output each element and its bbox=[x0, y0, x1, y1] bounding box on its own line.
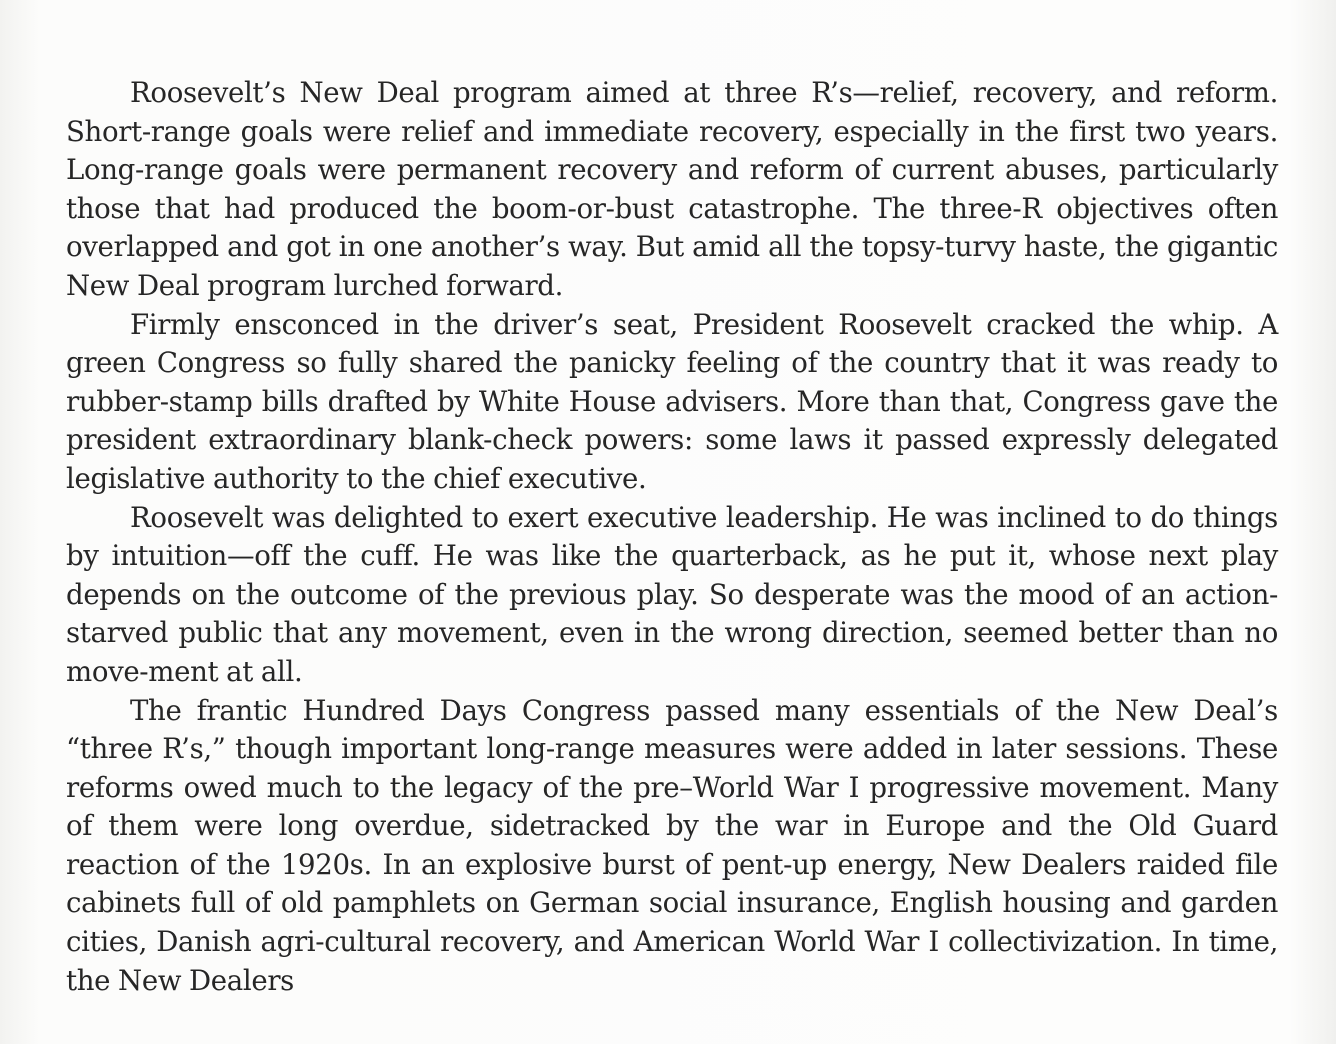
paragraph-3: Roosevelt was delighted to exert executive leadership. He was inclined to do things by intuition—off the cuff. He was like the quarterback, as he put it, whose next play depends on the outcome of the previous play. So desperate was the mood of an action-starved public that any movement, even in the wrong direction, seemed better than no move-ment at all. bbox=[66, 500, 1278, 688]
paragraph-1: Roosevelt’s New Deal program aimed at three R’s—relief, recovery, and reform. Short-range goals were relief and immediate recovery, especially in the first two years. Long-range goals were permanent recovery and reform of current abuses, particularly those that had produced the boom-or-bust catastrophe. The three-R objectives often overlapped and got in one another’s way. But amid all the topsy-turvy haste, the gigantic New Deal program lurched forward. bbox=[66, 76, 1278, 302]
paragraph-4: The frantic Hundred Days Congress passed many essentials of the New Deal’s “three R’s,” though important long-range measures were added in later sessions. These reforms owed much to the legacy of the pre–World War I progressive movement. Many of them were long overdue, sidetracked by the war in Europe and the Old Guard reaction of the 1920s. In an explosive burst of pent-up energy, New Dealers raided file cabinets full of old pamphlets on German social insurance, English housing and garden cities, Danish agri-cultural recovery, and American World War I collectivization. In time, the New Dealers bbox=[66, 693, 1278, 997]
body-text bbox=[66, 74, 1278, 1000]
paragraph-2: Firmly ensconced in the driver’s seat, President Roosevelt cracked the whip. A green Congress so fully shared the panicky feeling of the country that it was ready to rubber-stamp bills drafted by White House advisers. More than that, Congress gave the president extraordinary blank-check powers: some laws it passed expressly delegated legislative authority to the chief executive. bbox=[66, 307, 1278, 495]
